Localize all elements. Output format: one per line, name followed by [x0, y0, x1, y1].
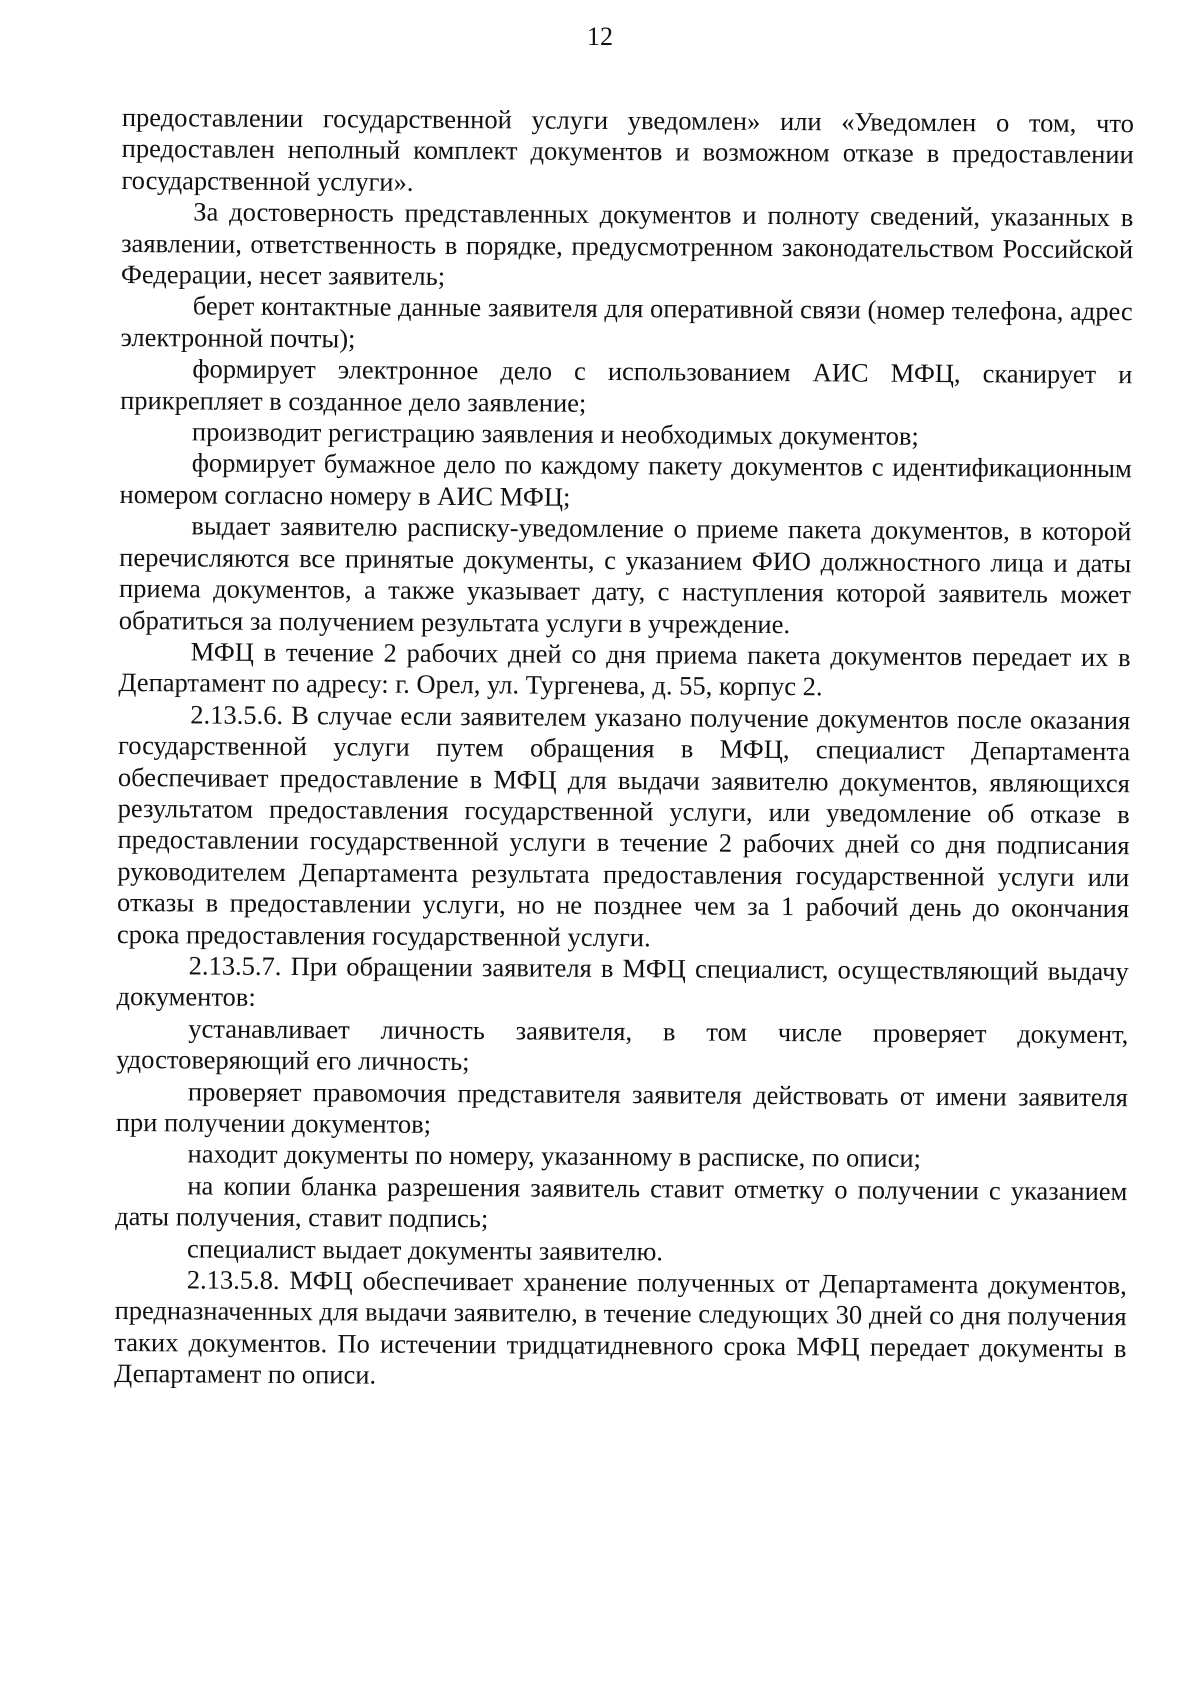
paragraph-find-documents: находит документы по номеру, указанному в расписке, по описи;: [187, 1138, 922, 1174]
paragraph-signature: на копии бланка разрешения заявитель ставит отметку о получении с указанием даты получения, ставит подпись;: [115, 1170, 1128, 1234]
paragraph-continuation: предоставлении государственной услуги уведомлен» или «Уведомлен о том, что предоставлен неполный комплект документов и возможном отказе в предоставлении государственной услуги».: [121, 102, 1134, 197]
paragraph-responsibility: За достоверность представленных документов и полноту сведений, указанных в заявлении, ответственность в порядке, предусмотренном законодательством Российской Федерации, несет заявитель;: [120, 196, 1134, 292]
paragraph-identity-check: устанавливает личность заявителя, в том числе проверяет документ, удостоверяющий его личность;: [116, 1013, 1129, 1077]
paragraph-registration: производит регистрацию заявления и необходимых документов;: [191, 416, 919, 451]
paragraph-authority-check: проверяет правомочия представителя заявителя действовать от имени заявителя при получении документов;: [115, 1076, 1129, 1139]
paragraph-contact-data: берет контактные данные заявителя для оперативной связи (номер телефона, адрес электронной почты);: [120, 290, 1133, 354]
paragraph-paper-case: формирует бумажное дело по каждому пакету документов с идентификационным номером согласно номеру в АИС МФЦ;: [119, 447, 1132, 512]
page-number: 12: [587, 22, 613, 51]
paragraph-2-13-5-7: 2.13.5.7. При обращении заявителя в МФЦ специалист, осуществляющий выдачу документов:: [116, 950, 1129, 1013]
paragraph-receipt: выдает заявителю расписку-уведомление о приеме пакета документов, в которой перечисляются все принятые документы, с указанием ФИО должностного лица и даты приема документов, а также указывает дату, с наступления которой заявитель может обратиться за получением результата услуги в учреждение.: [118, 510, 1132, 639]
paragraph-2-13-5-8: 2.13.5.8. МФЦ обеспечивает хранение полученных от Департамента документов, предназначенных для выдачи заявителю, в течение следующих 30 дней со дня получения таких документов. По истечении тридцатидневного срока МФЦ передает документы в Департамент по описи.: [114, 1264, 1127, 1390]
paragraph-2-13-5-6: 2.13.5.6. В случае если заявителем указано получение документов после оказания государственной услуги путем обращения в МФЦ, специалист Департамента обеспечивает предоставление в МФЦ для выдачи заявителю документов, являющихся результатом предоставления государственной услуги, или уведомление об отказе в предоставлении государственной услуги в течение 2 рабочих дней со дня подписания руководителем Департамента результата предоставления государственной услуги или отказы в предоставлении услуги, но не позднее чем за 1 рабочий день до окончания срока предоставления государственной услуги.: [116, 699, 1131, 952]
paragraph-transfer: МФЦ в течение 2 рабочих дней со дня приема пакета документов передает их в Департамент по адресу: г. Орел, ул. Тургенева, д. 55, корпус 2.: [118, 636, 1131, 702]
paragraph-electronic-case: формирует электронное дело с использованием АИС МФЦ, сканирует и прикрепляет в созданное дело заявление;: [120, 353, 1133, 418]
document-body: [114, 102, 1134, 1396]
paragraph-issue-documents: специалист выдает документы заявителю.: [186, 1233, 664, 1266]
